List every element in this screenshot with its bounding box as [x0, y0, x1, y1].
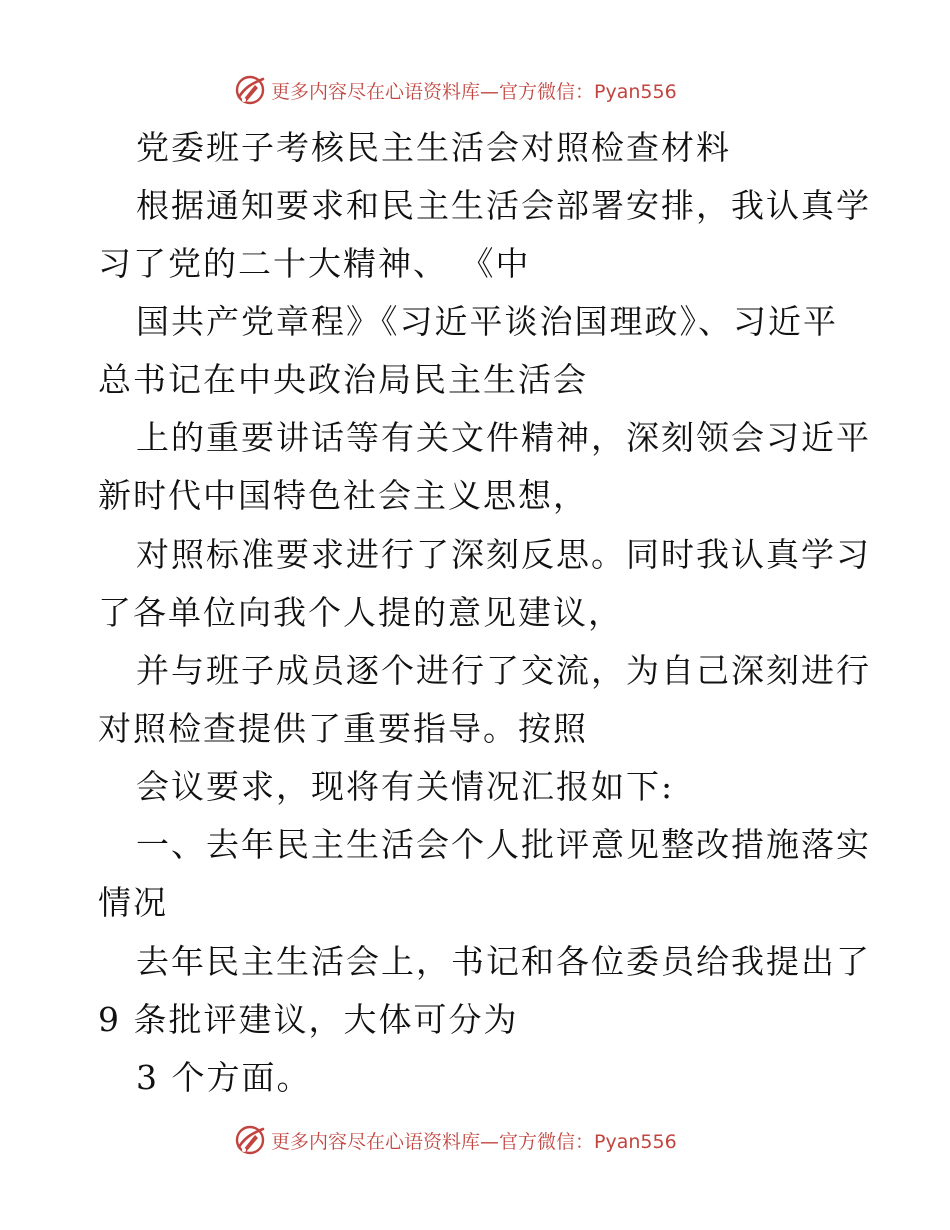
section-heading-line: 情况 [98, 883, 168, 922]
watermark-text: 更多内容尽在心语资料库—官方微信：Pyan556 [271, 1130, 677, 1153]
paragraph-line: 根据通知要求和民主生活会部署安排，我认真学 [136, 186, 871, 225]
watermark-text: 更多内容尽在心语资料库—官方微信：Pyan556 [271, 80, 677, 103]
paragraph-line: 会议要求，现将有关情况汇报如下: [136, 767, 675, 806]
paragraph-line: 3 个方面。 [136, 1058, 312, 1097]
paragraph-line: 了各单位向我个人提的意见建议， [98, 593, 623, 632]
paragraph-line: 总书记在中央政治局民主生活会 [98, 360, 588, 399]
paragraph-line: 并与班子成员逐个进行了交流，为自己深刻进行 [136, 651, 871, 690]
paragraph-line: 对照标准要求进行了深刻反思。同时我认真学习 [136, 535, 871, 574]
paragraph-line: 上的重要讲话等有关文件精神，深刻领会习近平 [136, 418, 871, 457]
pen-swirl-logo-icon [233, 1123, 267, 1157]
paragraph-line: 9 条批评建议，大体可分为 [98, 1000, 519, 1039]
paragraph-line: 新时代中国特色社会主义思想， [98, 476, 588, 515]
paragraph-line: 对照检查提供了重要指导。按照 [98, 709, 588, 748]
watermark-banner-bottom [233, 1122, 677, 1158]
paragraph-line: 国共产党章程》《习近平谈治国理政》、习近平 [136, 302, 838, 341]
document-title: 党委班子考核民主生活会对照检查材料 [136, 128, 731, 167]
section-heading-line: 一、去年民主生活会个人批评意见整改措施落实 [136, 825, 871, 864]
paragraph-line: 去年民主生活会上，书记和各位委员给我提出了 [136, 942, 871, 981]
paragraph-line: 习了党的二十大精神、 《中 [98, 244, 531, 283]
